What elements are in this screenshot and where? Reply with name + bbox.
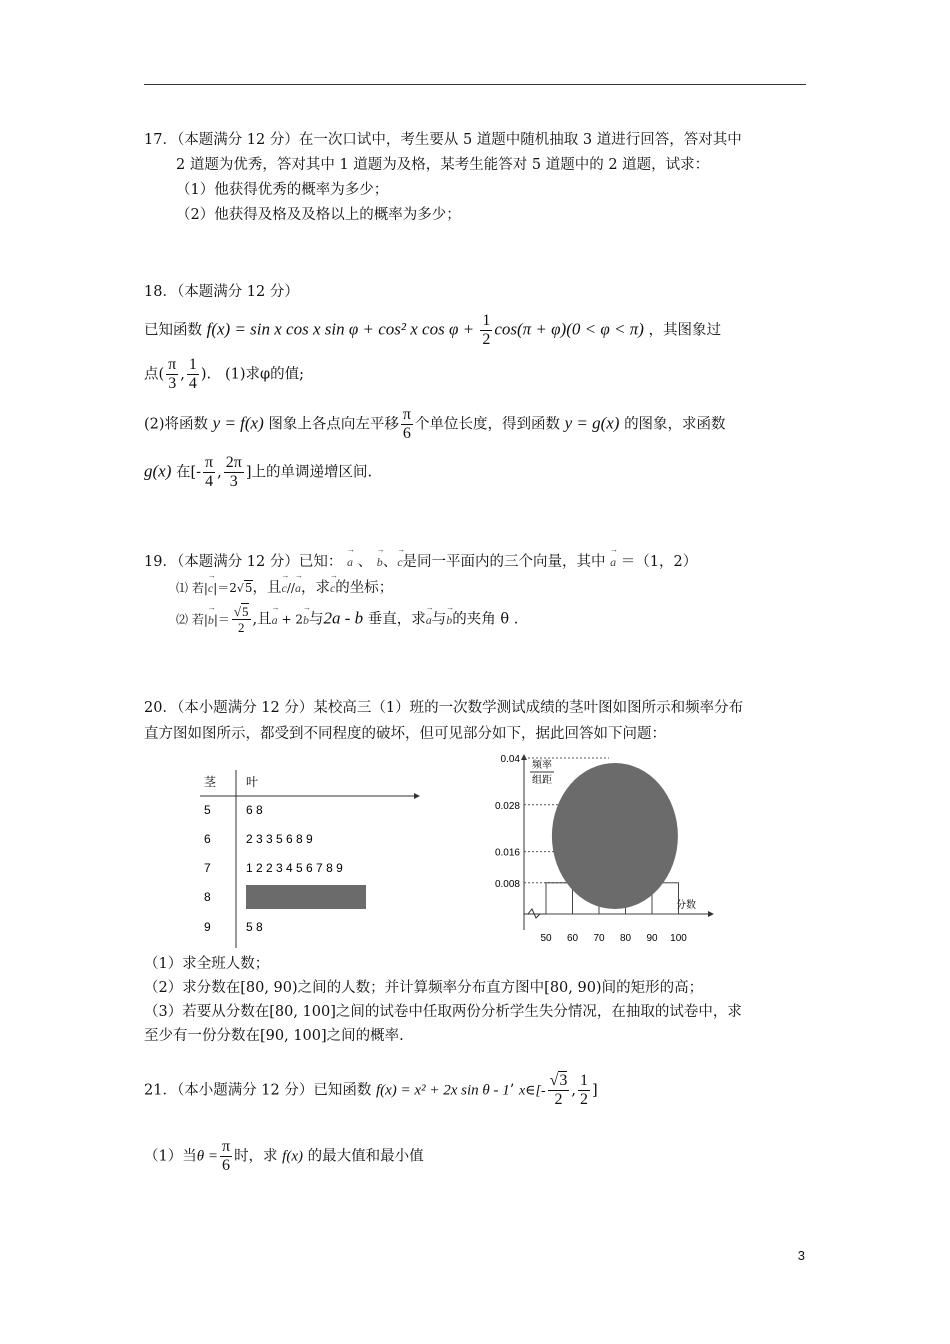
q21-header: 21．（本小题满分 12 分）已知函数 [144, 1082, 372, 1099]
y-axis-arrow [521, 754, 527, 760]
q18-part2-c: 个单位长度，得到函数 [414, 416, 560, 433]
leaf-row-9: 5 8 [246, 920, 263, 934]
obscuring-ellipse [552, 763, 678, 909]
q18-int-tail: ]上的单调递增区间. [245, 464, 373, 481]
q18-function-line [144, 312, 721, 349]
q19-a-value: ＝（1，2） [620, 554, 698, 570]
q19-p2-den: 2 [237, 620, 245, 635]
q17-line2: 2 道题为优秀，答对其中 1 道题为及格，某考生能答对 5 道题中的 2 道题，试求： [176, 157, 710, 173]
q18-pt-y-den: 4 [188, 375, 197, 392]
q19-p1-parallel: // [286, 581, 295, 595]
q19-p1-c: ，且 [252, 580, 282, 596]
q21-theta: θ = [196, 1148, 218, 1165]
q18-interval-line: g(x) 在[- $\frac{\pi}{4}$ , $\frac{2\pi}{3}$ ]上的单调递增区间. [144, 454, 373, 490]
q17-line1: 17．（本题满分 12 分）在一次口试中，考生要从 5 道题中随机抽取 3 道进行回答，答对其中 [144, 132, 742, 148]
q18-point-prefix: 点( [144, 366, 165, 383]
stem-5: 5 [204, 803, 211, 817]
q18-pt-x-den: 3 [168, 375, 177, 392]
q17-part1: （1）他获得优秀的概率为多少； [176, 182, 389, 198]
header-rule [144, 84, 806, 85]
q20-part2: （2）求分数在[80, 90)之间的人数；并计算频率分布直方图中[80, 90)间的矩形的高； [144, 980, 704, 996]
q19-p2-f: 与 [431, 611, 447, 628]
q19-intro-tail: 是同一平面内的三个向量，其中 [402, 554, 606, 570]
obscured-leaf-bar [246, 885, 366, 909]
q21-dom-b-frac [578, 1072, 590, 1109]
q18-part2-g: y = g(x) [564, 413, 620, 433]
q18-on: 在[- [175, 464, 202, 481]
q19-p1-a: ⑴ 若| [176, 581, 208, 595]
vector-a-2: → a [610, 555, 616, 570]
q18-func: f(x) = sin x cos x sin φ + cos² x cos φ + [206, 319, 479, 339]
q19-p2-g: 的夹角 θ . [452, 611, 519, 628]
q19-p2-b: |＝ [213, 612, 230, 627]
q19-p1-e: 的坐标； [335, 580, 394, 596]
q19-p2-vec-a: → a [272, 613, 278, 628]
q18-half-den: 2 [482, 331, 491, 348]
q20-part1: （1）求全班人数； [144, 956, 270, 972]
q19-p1-sqrt: 5 [244, 581, 253, 595]
q18-pt-y [187, 356, 199, 393]
q19-p1-vec-c: → c [208, 581, 213, 596]
x-tick-label-5: 100 [670, 933, 687, 944]
x-axis-label: 分数 [676, 900, 696, 911]
q19-p2-expr: 2a - b [323, 608, 364, 628]
q19-p2-vec-a2: → a [426, 613, 432, 628]
q19-p2-c: ,且 [252, 611, 272, 628]
q19-p2-vec-b3: → b [446, 613, 452, 628]
q19-p2-vec-b2: → b [303, 613, 309, 628]
q18-int-a-num: π [205, 454, 214, 471]
q18-int-a-den: 4 [205, 473, 214, 490]
frequency-histogram [486, 754, 722, 946]
vector-b: → b [377, 555, 383, 570]
y-label-top: 频率 [532, 760, 552, 771]
q18-after-func: ，其图象过 [648, 322, 722, 339]
x-tick-label-4: 90 [646, 933, 658, 944]
q18-part2-b: 图象上各点向左平移 [268, 416, 399, 433]
q18-g-label: g(x) [144, 461, 172, 481]
stem-6: 6 [204, 832, 211, 846]
x-tick-label-3: 80 [619, 933, 632, 944]
leaf-row-5: 6 8 [246, 803, 263, 817]
q21-dom-b-den: 2 [580, 1091, 589, 1108]
q18-part2-d: 的图象，求函数 [624, 416, 726, 433]
q21-t-den: 6 [222, 1157, 231, 1174]
q19-p1-b: |＝2 [213, 581, 237, 595]
vector-a: → a [347, 555, 353, 570]
q19-p2-num: 5 [242, 604, 249, 619]
q20-line1: 20．（本小题满分 12 分）某校高三（1）班的一次数学测试成绩的茎叶图如图所示和频率分布 [144, 700, 744, 716]
stem-leaf-plot [196, 764, 426, 954]
q21-part1-a: （1）当 [144, 1148, 197, 1165]
q19-p2-a: ⑵ 若| [176, 612, 208, 627]
q18-half-num: 1 [482, 312, 491, 329]
q18-pt-x [166, 356, 178, 393]
y-tick-label-0: 0.04 [500, 754, 520, 765]
q21-part1-b: 时，求 [234, 1148, 278, 1165]
q18-point-suffix: ). [200, 366, 212, 383]
q21-dom-den: 2 [554, 1091, 563, 1108]
leaf-row-7: 1 2 2 3 4 5 6 7 8 9 [246, 861, 343, 875]
x-tick-label-2: 70 [593, 933, 605, 944]
q19-sep2: 、 [382, 554, 398, 570]
q19-p1-d: ，求 [300, 580, 330, 596]
x-axis-arrow [708, 911, 714, 917]
q19-p2-vec-b: → b [208, 613, 214, 628]
stem-9: 9 [204, 920, 211, 934]
q18-part2-f: y = f(x) [212, 413, 264, 433]
page-number: 3 [797, 1248, 805, 1263]
q19-line1 [144, 550, 697, 571]
q20-part3-line1: （3）若要从分数在[80, 100]之间的试卷中任取两份分析学生失分情况，在抽取的试卷中，求 [144, 1004, 742, 1020]
q18-func-tail: cos(π + φ)(0 < φ < π) [494, 319, 644, 339]
y-label-bottom: 组距 [532, 775, 552, 786]
q21-line1: 21．（本小题满分 12 分）已知函数 f(x) = x² + 2x sin θ - 1’ x∈[- $\frac{√3}{2}$ , $\frac{1}{2}$ ] [144, 1072, 598, 1108]
x-tick-label-1: 60 [566, 933, 579, 944]
q21-part1-c: 的最大值和最小值 [307, 1148, 424, 1165]
q18-shift-num: π [402, 406, 411, 423]
q21-part1 [144, 1138, 424, 1175]
q19-header: 19．（本题满分 12 分）已知： [144, 554, 343, 570]
stem-header: 茎 [204, 775, 217, 789]
q21-dom-a-frac: $\frac{√3}{2}$ [549, 1072, 568, 1108]
q19-p1-vec-c3: → c [330, 581, 335, 596]
stem-7: 7 [204, 861, 211, 875]
q18-point-line: 点( $\frac{\pi}{3}$ , $\frac{1}{4}$ ). (1)求φ的值; [144, 356, 305, 392]
q18-int-b-num: 2π [225, 454, 242, 471]
q20-line2: 直方图如图所示，都受到不同程度的破坏，但可见部分如下，据此回答如下问题： [144, 726, 666, 742]
y-tick-label-3: 0.008 [494, 878, 520, 890]
q21-dom-b-num: 1 [580, 1072, 589, 1089]
x-tick-label-0: 50 [540, 933, 552, 944]
y-tick-label-2: 0.016 [494, 847, 520, 859]
q18-int-b-den: 3 [229, 473, 238, 490]
q21-t-num: π [221, 1138, 231, 1155]
q21-part1-f: f(x) [282, 1148, 303, 1165]
vector-c: → c [397, 555, 402, 570]
q18-pt-y-num: 1 [188, 356, 197, 373]
q18-intro: 已知函数 [144, 322, 202, 339]
y-tick-label-1: 0.028 [494, 800, 520, 812]
q19-p1-vec-c2: → c [282, 581, 287, 596]
q18-part2-line [144, 406, 726, 443]
q19-sep1: 、 [357, 554, 373, 570]
q18-pt-x-num: π [168, 356, 177, 373]
q18-int-a [203, 454, 215, 491]
q21-func: f(x) = x² + 2x sin θ - 1 [375, 1082, 510, 1099]
q21-domain-a: x∈[- [518, 1083, 546, 1099]
q18-shift-den: 6 [402, 425, 411, 442]
q19-p2-frac: $\frac{√5}{2}$ [233, 604, 249, 635]
q21-comma: ’ [509, 1082, 515, 1099]
leaf-header: 叶 [246, 775, 259, 789]
leaf-row-6: 2 3 3 5 6 8 9 [246, 832, 313, 846]
q17-part2: （2）他获得及格及及格以上的概率为多少； [176, 207, 461, 223]
q18-header: 18．（本题满分 12 分） [144, 284, 299, 300]
q19-p2-e: 垂直，求 [367, 611, 426, 628]
q21-dom-num: 3 [559, 1072, 568, 1089]
q18-part1: (1)求φ的值; [224, 366, 305, 383]
q18-shift [401, 406, 413, 443]
q21-domain-tail: ] [592, 1082, 598, 1099]
q19-p1-vec-a: → a [295, 581, 301, 596]
q21-theta-frac [220, 1138, 232, 1175]
bar-0 [546, 883, 573, 914]
q18-part2-a: (2)将函数 [144, 416, 209, 433]
q19-part1: ⑴ 若|→ c|＝2√5，且→ c//→ a，求→ c的坐标； [176, 576, 393, 597]
q19-p2-plus: + 2 [277, 612, 303, 627]
q19-part2 [176, 604, 518, 635]
q20-part3-line2: 至少有一份分数在[90, 100]之间的概率. [144, 1028, 404, 1044]
q18-half-fraction [480, 312, 492, 349]
q18-int-b [224, 454, 244, 491]
q19-p2-d: 与 [308, 611, 324, 628]
stem-8: 8 [204, 890, 211, 904]
